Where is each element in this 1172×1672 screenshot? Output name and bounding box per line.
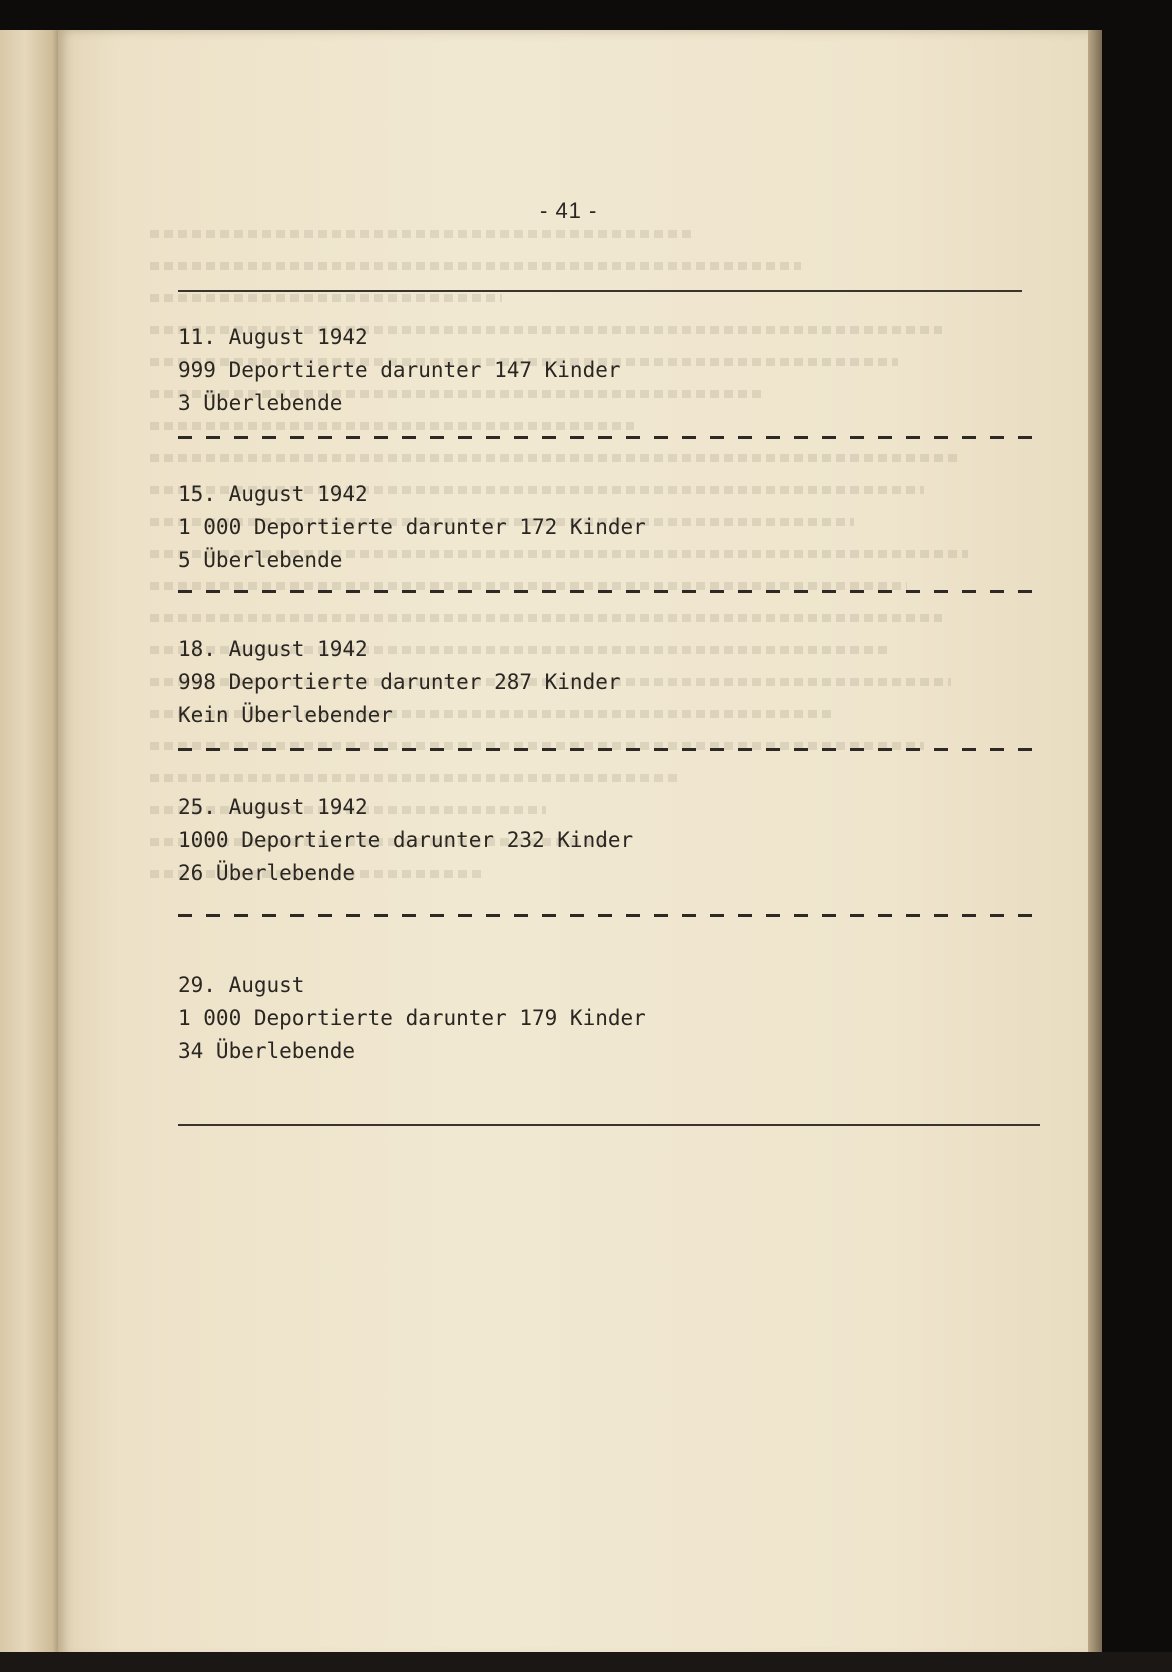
deportation-entry — [178, 969, 646, 1068]
entry-survivors: Kein Überlebender — [178, 703, 393, 727]
entry-survivors: 5 Überlebende — [178, 548, 343, 572]
entry-deported: 1000 Deportierte darunter 232 Kinder — [178, 828, 634, 852]
entry-date: 11. August 1942 — [178, 325, 368, 349]
entry-date: 15. August 1942 — [178, 482, 368, 506]
entry-deported: 1 000 Deportierte darunter 179 Kinder — [178, 1006, 646, 1030]
page-number: - 41 - — [540, 198, 598, 223]
deportation-entry — [178, 791, 633, 890]
entry-survivors: 26 Überlebende — [178, 861, 356, 885]
entry-date: 18. August 1942 — [178, 637, 368, 661]
dashed-separator — [178, 590, 1038, 593]
bottom-rule — [178, 1124, 1040, 1126]
dashed-separator — [178, 436, 1038, 439]
top-rule — [178, 290, 1022, 292]
entry-deported: 1 000 Deportierte darunter 172 Kinder — [178, 515, 646, 539]
entry-deported: 998 Deportierte darunter 287 Kinder — [178, 670, 621, 694]
entry-date: 29. August — [178, 973, 305, 997]
deportation-entry — [178, 478, 646, 577]
entry-deported: 999 Deportierte darunter 147 Kinder — [178, 358, 621, 382]
deportation-entry — [178, 321, 621, 420]
entry-survivors: 3 Überlebende — [178, 391, 343, 415]
dashed-separator — [178, 914, 1038, 917]
entry-survivors: 34 Überlebende — [178, 1039, 356, 1063]
deportation-entry — [178, 633, 621, 732]
dashed-separator — [178, 748, 1038, 751]
entry-date: 25. August 1942 — [178, 795, 368, 819]
